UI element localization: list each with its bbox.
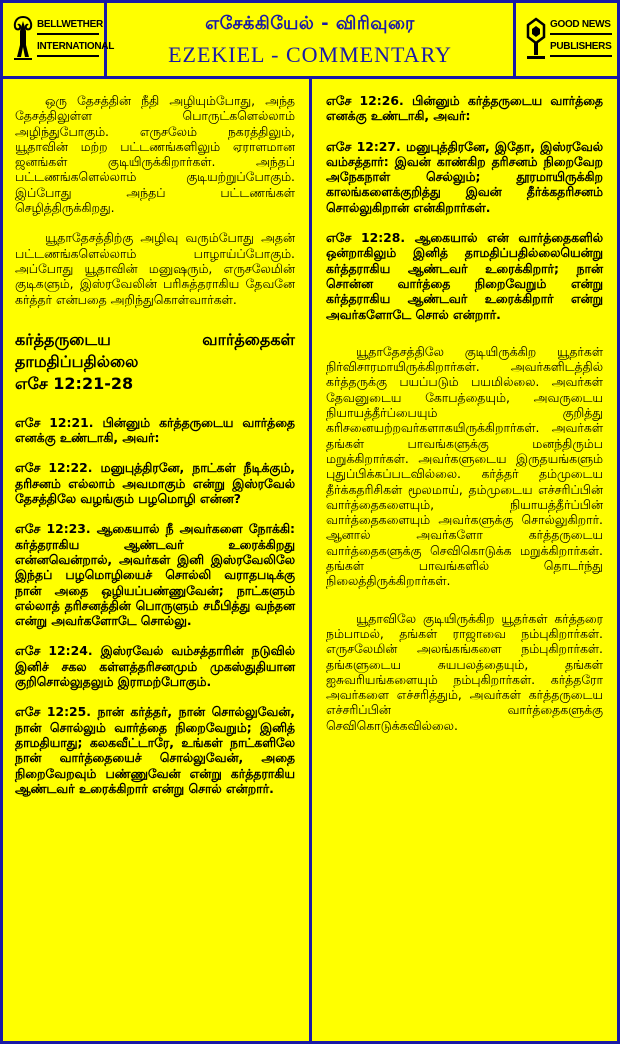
verse-12-25: எசே 12:25. நான் கர்த்தர், நான் சொல்லுவேன், நான் சொல்லும் வார்த்தை நிறைவேறும்; இனித் தாமதியாது; கலகவீட்டாரே, உங்கள் நாட்களிலே நான் வார்த்தையைச் சொல்லுவேன், அதை நிறைவேறவும் பண்ணுவேன் என்று கர்த்தராகிய ஆண்டவர் உரைக்கிறார் என்று சொல் என்றார்.	[15, 704, 295, 796]
good-news-logo	[513, 3, 617, 76]
header	[3, 3, 617, 79]
logo-left-line2: INTERNATIONAL	[37, 41, 115, 52]
logo-right-rule-2	[550, 55, 612, 57]
verse-12-23: எசே 12:23. ஆகையால் நீ அவர்களை நோக்கி: கர்த்தராகிய ஆண்டவர் உரைக்கிறது என்னவென்றால், அவர்கள் இனி இஸ்ரவேலிலே இந்தப் பழமொழியைச் சொல்லி வராதபடிக்கு நான் அதை ஒழியப்பண்ணுவேன்; நாட்களும் எல்லாத் தரிசனத்தின் பொருளும் சமீபித்து வந்தன என்று அவர்களோடே சொல்லு.	[15, 521, 295, 629]
commentary-paragraph: யூதாதேசத்திற்கு அழிவு வரும்போது அதன் பட்டணங்களெல்லாம் பாழாய்ப்போகும். அப்போது யூதாவின் மனுஷரும், எருசலேமின் குடிகளும், இஸ்ரவேலின் பரிசுத்தராகிய தேவனே கர்த்தர் என்பதை அறிந்துகொள்வார்கள்.	[15, 230, 295, 307]
verse-12-22: எசே 12:22. மனுபுத்திரனே, நாட்கள் நீடிக்கும், தரிசனம் எல்லாம் அவமாகும் என்று இஸ்ரவேல் தேசத்திலே வழங்கும் பழமொழி என்ன?	[15, 460, 295, 507]
logo-right-line1: GOOD NEWS	[550, 19, 611, 30]
gnp-monogram-icon	[524, 15, 548, 61]
bellwether-logo	[3, 3, 115, 76]
logo-left-rule-2	[37, 55, 99, 57]
commentary-paragraph: ஒரு தேசத்தின் நீதி அழியும்போது, அந்த தேசத்திலுள்ள பொருட்களெல்லாம் அழிந்துபோகும். எருசலேம் நகரத்திலும், யூதாவின் மற்ற பட்டணங்களிலும் ஏராளமான ஜனங்கள் குடியிருக்கிறார்கள். அந்தப் பட்டணங்களெல்லாம் குடியற்றுப்போகும். இப்போது அந்தப் பட்டணங்கள் செழித்திருக்கிறது.	[15, 93, 295, 216]
ram-icon	[11, 15, 35, 61]
left-column	[3, 79, 309, 1041]
content-columns	[3, 79, 617, 1041]
verse-12-27: எசே 12:27. மனுபுத்திரனே, இதோ, இஸ்ரவேல் வம்சத்தார்: இவன் காண்கிற தரிசனம் நிறைவேற அநேகநாள் செல்லும்; தூரமாயிருக்கிற காலங்களைக்குறித்து இவன் தீர்க்கதரிசனம் சொல்லுகிறான் என்கிறார்கள்.	[326, 138, 603, 215]
logo-left-rule	[37, 33, 99, 35]
verse-12-24: எசே 12:24. இஸ்ரவேல் வம்சத்தாரின் நடுவில் இனிச் சகல கள்ளத்தரிசனமும் முகஸ்துதியான குறிசொல்லுதலும் இராமற்போகும்.	[15, 643, 295, 690]
verse-12-28: எசே 12:28. ஆகையால் என் வார்த்தைகளில் ஒன்றாகிலும் இனித் தாமதிப்பதில்லையென்று கர்த்தராகிய ஆண்டவர் உரைக்கிறார்; நான் சொன்ன வார்த்தை நிறைவேறும் என்று கர்த்தராகிய ஆண்டவர் உரைக்கிறார் என்று அவர்களோடே சொல் என்றார்.	[326, 230, 603, 322]
section-heading-reference: எசே 12:21-28	[15, 373, 134, 393]
section-heading	[15, 329, 295, 395]
section-heading-title: கர்த்தருடைய வார்த்தைகள் தாமதிப்பதில்லை	[15, 329, 295, 371]
title-area	[107, 3, 513, 76]
logo-right-rule	[550, 33, 612, 35]
title-tamil: எசேக்கியேல் - விரிவுரை	[205, 13, 415, 34]
commentary-paragraph: யூதாதேசத்திலே குடியிருக்கிற யூதர்கள் நிர்விசாரமாயிருக்கிறார்கள். அவர்களிடத்தில் கர்த்தருக்கு பயப்படும் பயமில்லை. அவர்கள் தேவனுடைய கோபத்தையும், அவருடைய நியாயத்தீர்ப்பையும் குறித்து கரிசனையற்றவர்களாகயிருக்கிறார்கள். அவர்கள் தங்கள் பாவங்களுக்கு மனந்திரும்ப மறுக்கிறார்கள். அவர்களுடைய இருதயங்களும் புதுப்பிக்கப்படவில்லை. கர்த்தர் தம்முடைய தீர்க்கதரிசிகள் மூலமாய், தம்முடைய எச்சரிப்பின் வார்த்தைகளையும், நியாயத்தீர்ப்பின் வார்த்தைகளையும் அவர்களுக்கு சொல்லுகிறார். ஆனால் அவர்களோ கர்த்தருடைய வார்த்தைகளுக்கு செவிகொடுக்க மறுக்கிறார்கள். தங்கள் பாவங்களில் தொடர்ந்து நிலைத்திருக்கிறார்கள்.	[326, 343, 603, 589]
right-column	[309, 79, 617, 1041]
verse-12-21: எசே 12:21. பின்னும் கர்த்தருடைய வார்த்தை எனக்கு உண்டாகி, அவர்:	[15, 414, 295, 446]
logo-left-line1: BELLWETHER	[37, 19, 103, 30]
commentary-paragraph: யூதாவிலே குடியிருக்கிற யூதர்கள் கர்த்தரை நம்பாமல், தங்கள் ராஜாவை நம்புகிறார்கள். எருசலேமின் அலங்கங்களை நம்புகிறார்கள். தங்களுடைய சுயபலத்தையும், தங்கள் ஐசுவரியங்களையும் நம்புகிறார்கள். கர்த்தரோ அவர்களை எச்சரித்தும், அவர்கள் கர்த்தருடைய எச்சரிப்பின் வார்த்தைகளுக்கு செவிகொடுக்கவில்லை.	[326, 610, 603, 733]
logo-right-line2: PUBLISHERS	[550, 41, 612, 52]
verse-12-26: எசே 12:26. பின்னும் கர்த்தருடைய வார்த்தை எனக்கு உண்டாகி, அவர்:	[326, 93, 603, 124]
title-english: EZEKIEL - COMMENTARY	[168, 42, 452, 67]
